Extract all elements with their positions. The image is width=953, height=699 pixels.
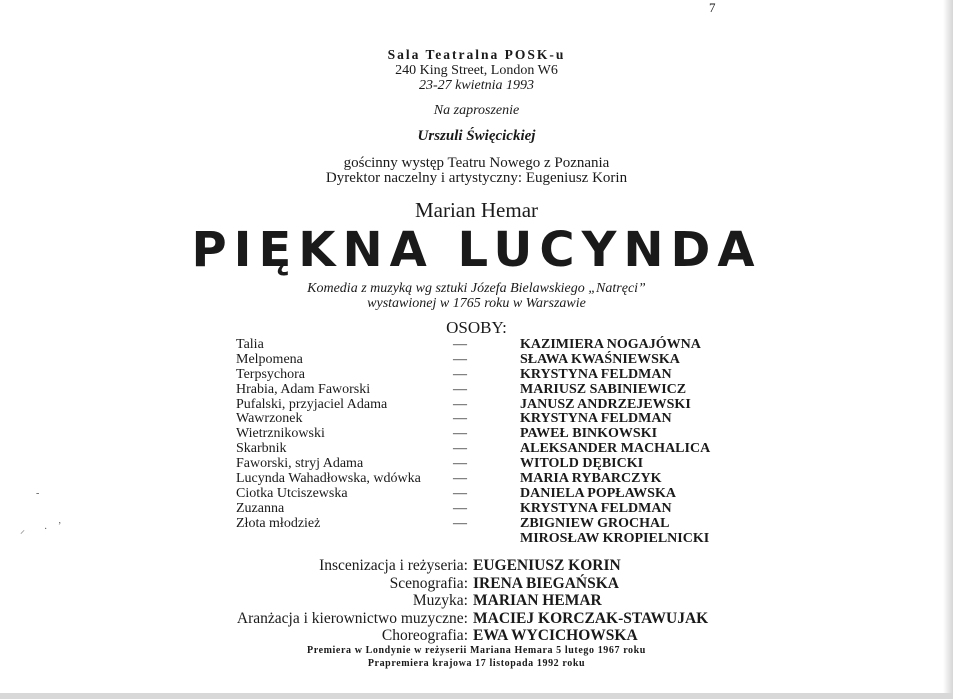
cast-dash: — xyxy=(453,351,467,367)
cast-row xyxy=(236,517,736,532)
cast-role: Wawrzonek xyxy=(236,411,303,427)
page-number: 7 xyxy=(709,0,716,15)
venue-address: 240 King Street, London W6 xyxy=(395,63,558,78)
invitation-line: Na zaproszenie xyxy=(433,103,520,118)
cast-row xyxy=(236,427,736,442)
scan-speck: ⸝ xyxy=(20,525,25,536)
cast-row xyxy=(236,398,736,413)
cast-actor: ZBIGNIEW GROCHAL xyxy=(520,515,670,531)
cast-actor: WITOLD DĘBICKI xyxy=(520,456,644,472)
cast-dash: — xyxy=(453,456,467,472)
cast-row xyxy=(236,412,736,427)
cast-role: Zuzanna xyxy=(236,500,285,516)
subtitle-line-2: wystawionej w 1765 roku w Warszawie xyxy=(367,296,586,311)
credit-value: MACIEJ KORCZAK-STAWUJAK xyxy=(473,609,709,627)
credit-label: Inscenizacja i reżyseria: xyxy=(319,557,468,574)
cast-role: Faworski, stryj Adama xyxy=(236,456,364,472)
cast-role: Lucynda Wahadłowska, wdówka xyxy=(236,471,421,487)
cast-row xyxy=(236,487,736,502)
cast-dash: — xyxy=(453,441,467,457)
cast-actor: DANIELA POPŁAWSKA xyxy=(520,485,676,501)
cast-heading: OSOBY: xyxy=(446,318,507,337)
national-premiere-note: Prapremiera krajowa 17 listopada 1992 roku xyxy=(367,658,586,669)
cast-actor: SŁAWA KWAŚNIEWSKA xyxy=(520,351,680,367)
cast-actor: MARIUSZ SABINIEWICZ xyxy=(520,381,687,397)
scan-speck: - xyxy=(36,488,40,499)
credit-row xyxy=(180,557,780,575)
cast-row xyxy=(236,338,736,353)
guest-performance-line: gościnny występ Teatru Nowego z Poznania xyxy=(343,155,610,171)
cast-list xyxy=(236,338,736,546)
host-name: Urszuli Święcickiej xyxy=(417,128,536,144)
venue-name: Sala Teatralna POSK-u xyxy=(387,47,566,62)
credit-value: MARIAN HEMAR xyxy=(473,592,602,609)
cast-dash: — xyxy=(453,366,467,382)
cast-dash: — xyxy=(453,411,467,427)
director-line: Dyrektor naczelny i artystyczny: Eugeniusz Korin xyxy=(325,170,628,186)
cast-actor: PAWEŁ BINKOWSKI xyxy=(520,426,658,442)
cast-role: Terpsychora xyxy=(236,366,305,382)
subtitle-line-1: Komedia z muzyką wg sztuki Józefa Bielawskiego „Natręci” xyxy=(307,281,646,296)
cast-actor: MIROSŁAW KROPIELNICKI xyxy=(520,530,710,546)
performance-dates: 23-27 kwietnia 1993 xyxy=(418,78,535,93)
cast-row xyxy=(236,532,736,547)
cast-actor: JANUSZ ANDRZEJEWSKI xyxy=(520,396,691,412)
play-title: PIĘKNA LUCYNDA xyxy=(191,222,762,278)
cast-role: Ciotka Utciszewska xyxy=(236,485,348,501)
cast-dash: — xyxy=(453,381,467,397)
credit-value: EWA WYCICHOWSKA xyxy=(473,627,638,644)
credit-label: Muzyka: xyxy=(412,592,468,609)
cast-role: Hrabia, Adam Faworski xyxy=(236,381,371,397)
cast-dash: — xyxy=(453,485,467,501)
cast-role: Wietrznikowski xyxy=(236,426,325,442)
cast-actor: KRYSTYNA FELDMAN xyxy=(520,366,672,382)
cast-role: Talia xyxy=(236,337,264,352)
cast-row xyxy=(236,457,736,472)
cast-dash: — xyxy=(453,515,467,531)
cast-role: Melpomena xyxy=(236,351,303,367)
cast-row xyxy=(236,383,736,398)
premiere-note: Premiera w Londynie w reżyserii Mariana Hemara 5 lutego 1967 roku xyxy=(307,645,646,656)
cast-actor: MARIA RYBARCZYK xyxy=(520,471,662,487)
scan-speck: ʼ xyxy=(58,521,62,532)
cast-dash: — xyxy=(453,500,467,516)
cast-row xyxy=(236,502,736,517)
cast-role: Pufalski, przyjaciel Adama xyxy=(236,396,388,412)
cast-dash: — xyxy=(453,426,467,442)
credit-value: EUGENIUSZ KORIN xyxy=(473,557,621,574)
cast-row xyxy=(236,442,736,457)
cast-actor: KRYSTYNA FELDMAN xyxy=(520,500,672,516)
cast-row xyxy=(236,353,736,368)
author-name: Marian Hemar xyxy=(414,198,539,222)
cast-role: Złota młodzież xyxy=(236,515,321,531)
credit-row xyxy=(180,610,780,628)
cast-dash: — xyxy=(453,471,467,487)
credit-label: Scenografia: xyxy=(389,574,468,592)
credit-row xyxy=(180,627,780,645)
cast-role: Skarbnik xyxy=(236,441,287,457)
cast-row xyxy=(236,472,736,487)
cast-actor: ALEKSANDER MACHALICA xyxy=(520,441,711,457)
cast-dash: — xyxy=(453,396,467,412)
cast-actor: KRYSTYNA FELDMAN xyxy=(520,411,672,427)
credits-list xyxy=(180,557,780,645)
cast-dash: — xyxy=(453,337,467,352)
page-bottom-edge xyxy=(0,693,953,699)
cast-actor: KAZIMIERA NOGAJÓWNA xyxy=(520,337,701,352)
cast-row xyxy=(236,368,736,383)
credit-label: Aranżacja i kierownictwo muzyczne: xyxy=(236,609,468,627)
credit-row xyxy=(180,575,780,593)
credit-row xyxy=(180,592,780,610)
scan-speck: · xyxy=(44,524,48,535)
credit-label: Choreografia: xyxy=(381,627,468,644)
credit-value: IRENA BIEGAŃSKA xyxy=(473,574,619,592)
